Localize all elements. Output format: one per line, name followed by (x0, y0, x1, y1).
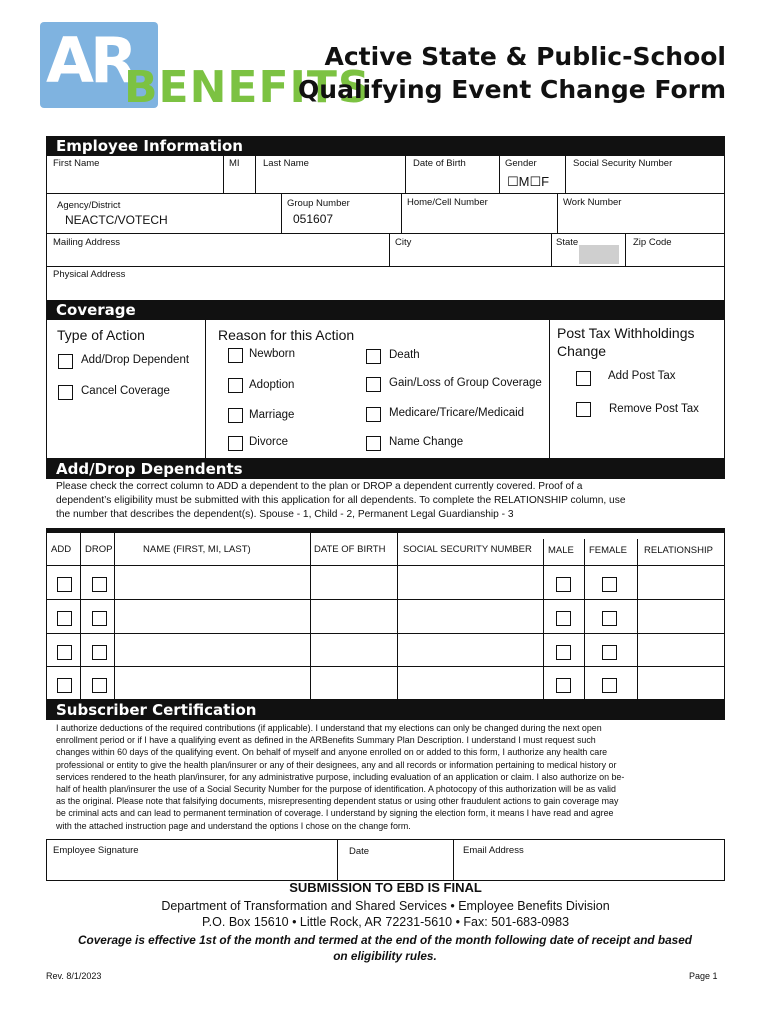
col-relationship: RELATIONSHIP (644, 545, 713, 556)
row3-drop-checkbox[interactable] (92, 645, 107, 660)
employee-signature-label: Employee Signature (53, 845, 139, 856)
department-line: Department of Transformation and Shared Services • Employee Benefits Division (161, 899, 610, 913)
group-number-label: Group Number (287, 198, 350, 209)
state-input-shaded[interactable] (579, 245, 619, 264)
first-name-label: First Name (53, 158, 100, 169)
form-title-line2: Qualifying Event Change Form (298, 75, 726, 104)
revision-date: Rev. 8/1/2023 (46, 971, 102, 981)
gender-label: Gender (505, 158, 537, 169)
last-name-label: Last Name (263, 158, 309, 169)
row4-add-checkbox[interactable] (57, 678, 72, 693)
state-label: State (556, 237, 579, 248)
date-label: Date (349, 846, 370, 857)
ssn-label: Social Security Number (573, 158, 673, 169)
zip-code-label: Zip Code (633, 237, 672, 248)
type-of-action-heading: Type of Action (57, 327, 145, 343)
certification-line: be criminal acts and can lead to permanent termination of coverage. I understand by signing the election form, it means I have read and agree (56, 808, 614, 819)
effective-line1: Coverage is effective 1st of the month and termed at the end of the month following date of receipt and based (78, 933, 692, 947)
medicare-label: Medicare/Tricare/Medicaid (389, 407, 525, 419)
cancel-coverage-checkbox[interactable] (58, 385, 73, 400)
add-post-tax-label: Add Post Tax (608, 370, 676, 382)
row2-add-checkbox[interactable] (57, 611, 72, 626)
row4-female-checkbox[interactable] (602, 678, 617, 693)
divorce-checkbox[interactable] (228, 436, 243, 451)
work-number-label: Work Number (563, 197, 622, 208)
employee-info-section (46, 155, 725, 301)
add-post-tax-checkbox[interactable] (576, 371, 591, 386)
col-name: NAME (FIRST, MI, LAST) (143, 544, 251, 555)
row1-drop-checkbox[interactable] (92, 577, 107, 592)
adoption-label: Adoption (249, 379, 295, 391)
dependents-instructions-line3: the number that describes the dependent(s). Spouse - 1, Child - 2, Permanent Legal Guardianship - 3 (56, 509, 514, 520)
gain-loss-checkbox[interactable] (366, 377, 381, 392)
city-label: City (395, 237, 412, 248)
submission-final: SUBMISSION TO EBD IS FINAL (289, 880, 482, 895)
dependents-instructions-line2: dependent’s eligibility must be submitted with this application for all dependents. To complete the RELATIONSHIP column, use (56, 495, 626, 506)
email-label: Email Address (463, 845, 524, 856)
form-title (298, 40, 726, 106)
dependents-table (46, 528, 725, 700)
mailing-address-label: Mailing Address (53, 237, 121, 248)
form-title-line1: Active State & Public-School (324, 42, 726, 71)
certification-line: enrollment period or if I have a qualifying event as defined in the ARBenefits Summary Plan Description. I understand I must request such (56, 735, 596, 746)
certification-line: half of health plan/insurer the use of a Social Security Number for the purpose of identification. A photocopy of this authorization will be as valid (56, 784, 616, 795)
group-number-value[interactable]: 051607 (293, 212, 334, 226)
col-female: FEMALE (589, 545, 628, 556)
col-dob: DATE OF BIRTH (314, 544, 386, 555)
address-line: P.O. Box 15610 • Little Rock, AR 72231-5610 • Fax: 501-683-0983 (201, 915, 570, 929)
row3-female-checkbox[interactable] (602, 645, 617, 660)
marriage-label: Marriage (249, 409, 295, 421)
physical-address-label: Physical Address (53, 269, 126, 280)
gender-options[interactable]: ☐M☐F (507, 174, 550, 189)
logo-benefits-text: BENEFITS (124, 62, 371, 113)
adoption-checkbox[interactable] (228, 378, 243, 393)
employee-info-header: Employee Information (46, 136, 725, 156)
logo-ar-text: AR (46, 24, 134, 97)
add-drop-dependent-label: Add/Drop Dependent (81, 354, 190, 366)
medicare-checkbox[interactable] (366, 407, 381, 422)
certification-line: with the attached instruction page and understand the options I chose on the change form. (56, 820, 411, 831)
name-change-checkbox[interactable] (366, 436, 381, 451)
agency-label: Agency/District (57, 200, 121, 211)
reason-heading: Reason for this Action (218, 327, 355, 343)
agency-value[interactable]: NEACTC/VOTECH (65, 213, 168, 227)
row2-male-checkbox[interactable] (556, 611, 571, 626)
certification-header: Subscriber Certification (46, 700, 725, 720)
page-number: Page 1 (689, 971, 718, 981)
certification-line: I authorize deductions of the required contributions (if applicable). I understand that my elections can only be changed during the next open (56, 723, 602, 733)
signature-row (46, 839, 725, 881)
certification-text (56, 722, 724, 832)
name-change-label: Name Change (389, 436, 464, 448)
effective-line2: on eligibility rules. (333, 949, 437, 963)
certification-line: as the original. Please note that falsifying documents, misrepresenting dependent status or using other fraudulent actions to gain coverage may (56, 796, 619, 807)
col-ssn: SOCIAL SECURITY NUMBER (403, 544, 532, 555)
coverage-section (46, 319, 725, 459)
mi-label: MI (229, 158, 240, 169)
dependents-header: Add/Drop Dependents (46, 459, 725, 479)
dependents-instructions (56, 480, 724, 522)
row1-male-checkbox[interactable] (556, 577, 571, 592)
death-label: Death (389, 349, 420, 361)
gain-loss-label: Gain/Loss of Group Coverage (389, 377, 542, 389)
dob-label: Date of Birth (413, 158, 466, 169)
remove-post-tax-label: Remove Post Tax (609, 403, 699, 415)
col-drop: DROP (85, 544, 113, 555)
row2-drop-checkbox[interactable] (92, 611, 107, 626)
row3-add-checkbox[interactable] (57, 645, 72, 660)
row2-female-checkbox[interactable] (602, 611, 617, 626)
row1-add-checkbox[interactable] (57, 577, 72, 592)
add-drop-dependent-checkbox[interactable] (58, 354, 73, 369)
marriage-checkbox[interactable] (228, 408, 243, 423)
certification-line: changes within 60 days of the qualifying event. On behalf of myself and anyone enrolled on or added to this form, I authorize any health care (56, 747, 608, 758)
remove-post-tax-checkbox[interactable] (576, 402, 591, 417)
col-male: MALE (548, 545, 574, 556)
dependents-instructions-line1: Please check the correct column to ADD a dependent to the plan or DROP a dependent currently covered. Proof of a (56, 481, 583, 492)
row1-female-checkbox[interactable] (602, 577, 617, 592)
row4-male-checkbox[interactable] (556, 678, 571, 693)
certification-line: services rendered to the heath plan/insurer, for any administrative purpose, including evaluation of an application or claim. I also authorize on be- (56, 771, 625, 782)
cancel-coverage-label: Cancel Coverage (81, 385, 170, 397)
row4-drop-checkbox[interactable] (92, 678, 107, 693)
divorce-label: Divorce (249, 436, 288, 448)
col-add: ADD (51, 544, 72, 555)
death-checkbox[interactable] (366, 349, 381, 364)
coverage-header: Coverage (46, 300, 725, 320)
post-tax-heading: Post Tax Withholdings Change (557, 325, 695, 359)
home-cell-label: Home/Cell Number (407, 197, 488, 208)
certification-line: professional or entity to give the health plan/insurer or any of their designees, any and all records or information pertaining to medical history or (56, 759, 617, 770)
row3-male-checkbox[interactable] (556, 645, 571, 660)
newborn-label: Newborn (249, 348, 296, 360)
newborn-checkbox[interactable] (228, 348, 243, 363)
